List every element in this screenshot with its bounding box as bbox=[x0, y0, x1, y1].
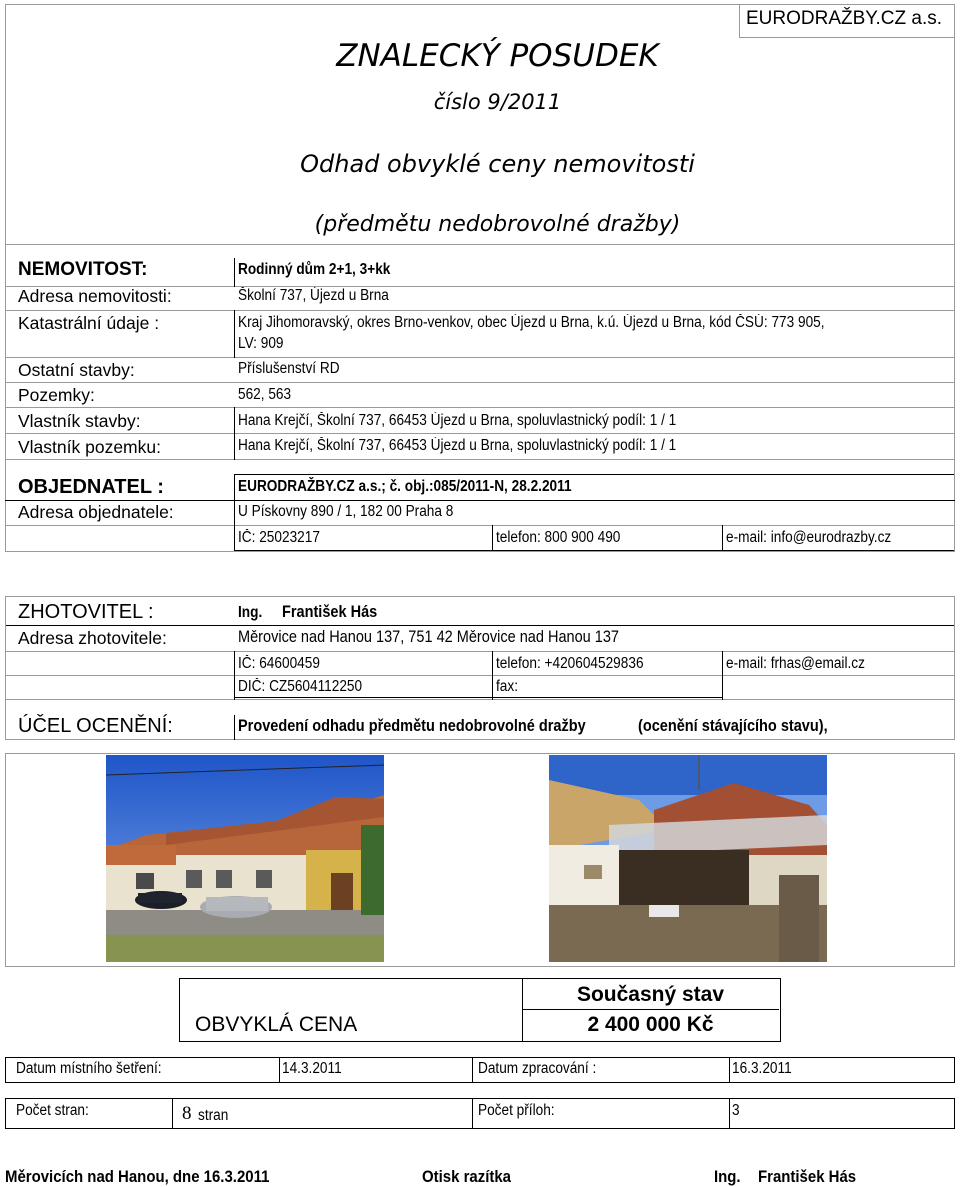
report-subtitle-2: (předmětu nedobrovolné dražby) bbox=[314, 212, 681, 237]
rule bbox=[722, 651, 723, 700]
rule bbox=[5, 525, 955, 526]
report-subtitle: Odhad obvyklé ceny nemovitosti bbox=[300, 150, 695, 178]
rule bbox=[5, 382, 955, 383]
footer-place-date: Měrovicích nad Hanou, dne 16.3.2011 bbox=[5, 1167, 270, 1186]
attachments-count: 3 bbox=[732, 1102, 740, 1119]
contractor-phone: telefon: +420604529836 bbox=[496, 655, 644, 672]
purpose-value: Provedení odhadu předmětu nedobrovolné dražby bbox=[238, 717, 586, 735]
rule bbox=[5, 625, 955, 626]
land-label: Pozemky: bbox=[18, 385, 95, 405]
valuation-state-label: Současný stav bbox=[576, 983, 725, 1006]
land-value: 562, 563 bbox=[238, 386, 292, 403]
rule bbox=[234, 697, 722, 698]
rule bbox=[522, 1009, 779, 1010]
client-email: e-mail: info@eurodrazby.cz bbox=[726, 529, 892, 546]
rule bbox=[234, 715, 235, 740]
pages-count-label: Počet stran: bbox=[16, 1102, 89, 1119]
valuation-label: OBVYKLÁ CENA bbox=[195, 1013, 358, 1036]
rule bbox=[5, 357, 955, 358]
rule bbox=[954, 244, 955, 551]
client-phone: telefon: 800 900 490 bbox=[496, 529, 621, 546]
contractor-dic: DIČ: CZ5604112250 bbox=[238, 678, 363, 695]
contractor-address-label: Adresa zhotovitele: bbox=[18, 628, 167, 648]
rule bbox=[172, 1098, 173, 1128]
rule bbox=[5, 551, 955, 552]
rule bbox=[729, 1057, 730, 1082]
property-value: Rodinný dům 2+1, 3+kk bbox=[238, 261, 391, 278]
inspection-date: 14.3.2011 bbox=[282, 1060, 342, 1077]
rule bbox=[729, 1098, 730, 1128]
contractor-email: e-mail: frhas@email.cz bbox=[726, 655, 865, 672]
property-label: NEMOVITOST: bbox=[18, 259, 148, 280]
purpose-value-2: (ocenění stávajícího stavu), bbox=[638, 717, 828, 735]
rule bbox=[5, 596, 955, 597]
rule bbox=[5, 407, 955, 408]
owner-building-value: Hana Krejčí, Školní 737, 66453 Újezd u Brna, spoluvlastnický podíl: 1 / 1 bbox=[238, 412, 677, 429]
pages-count-unit: stran bbox=[198, 1107, 229, 1124]
pages-count: 8 bbox=[182, 1103, 192, 1124]
rule bbox=[472, 1098, 473, 1128]
rule bbox=[5, 244, 6, 551]
rule bbox=[234, 651, 235, 700]
rule bbox=[5, 651, 955, 652]
purpose-label: ÚČEL OCENĚNÍ: bbox=[18, 715, 173, 737]
other-buildings-value: Příslušenství RD bbox=[238, 360, 340, 377]
rule bbox=[234, 407, 235, 460]
rule bbox=[5, 459, 955, 460]
rule bbox=[5, 244, 955, 245]
rule bbox=[492, 651, 493, 700]
rule bbox=[5, 433, 955, 434]
cadastral-value-2: LV: 909 bbox=[238, 335, 284, 352]
rule bbox=[234, 474, 954, 475]
processed-date-label: Datum zpracování : bbox=[478, 1060, 597, 1077]
cadastral-value: Kraj Jihomoravský, okres Brno-venkov, obec Újezd u Brna, k.ú. Újezd u Brna, kód ČSÚ: 773 905, bbox=[238, 314, 825, 331]
footer-signer: František Hás bbox=[758, 1167, 857, 1186]
valuation-price: 2 400 000 Kč bbox=[587, 1013, 714, 1036]
other-buildings-label: Ostatní stavby: bbox=[18, 360, 135, 380]
property-address-label: Adresa nemovitosti: bbox=[18, 286, 172, 306]
inspection-date-label: Datum místního šetření: bbox=[16, 1060, 162, 1077]
rule bbox=[5, 699, 955, 700]
client-address: U Pískovny 890 / 1, 182 00 Praha 8 bbox=[238, 503, 454, 520]
attachments-count-label: Počet příloh: bbox=[478, 1102, 555, 1119]
owner-land-value: Hana Krejčí, Školní 737, 66453 Újezd u Brna, spoluvlastnický podíl: 1 / 1 bbox=[238, 437, 677, 454]
contractor-ic: IČ: 64600459 bbox=[238, 655, 320, 672]
client-address-label: Adresa objednatele: bbox=[18, 502, 174, 522]
rule bbox=[722, 525, 723, 551]
rule bbox=[472, 1057, 473, 1082]
rule bbox=[234, 258, 235, 287]
cadastral-label: Katastrální údaje : bbox=[18, 313, 160, 333]
rule bbox=[954, 596, 955, 740]
client-label: OBJEDNATEL : bbox=[18, 476, 164, 498]
footer-stamp: Otisk razítka bbox=[422, 1167, 511, 1186]
owner-building-label: Vlastník stavby: bbox=[18, 411, 141, 431]
contractor-fax: fax: bbox=[496, 678, 518, 695]
rule bbox=[234, 310, 235, 358]
rule bbox=[5, 739, 955, 740]
house-front-photo bbox=[106, 755, 384, 962]
rule bbox=[5, 675, 955, 676]
footer-signer-prefix: Ing. bbox=[714, 1167, 741, 1186]
report-number: číslo 9/2011 bbox=[433, 90, 562, 114]
rule bbox=[234, 474, 235, 551]
contractor-prefix: Ing. bbox=[238, 604, 263, 621]
rule bbox=[279, 1057, 280, 1082]
owner-land-label: Vlastník pozemku: bbox=[18, 437, 161, 457]
client-value: EURODRAŽBY.CZ a.s.; č. obj.:085/2011-N, 28.2.2011 bbox=[238, 478, 572, 495]
report-title: ZNALECKÝ POSUDEK bbox=[336, 38, 659, 74]
processed-date: 16.3.2011 bbox=[732, 1060, 792, 1077]
courtyard-photo bbox=[549, 755, 827, 962]
property-address: Školní 737, Újezd u Brna bbox=[238, 287, 389, 304]
rule bbox=[5, 310, 955, 311]
rule bbox=[5, 596, 6, 740]
brand-text: EURODRAŽBY.CZ a.s. bbox=[746, 8, 943, 29]
contractor-label: ZHOTOVITEL : bbox=[18, 601, 154, 623]
client-ic: IČ: 25023217 bbox=[238, 529, 320, 546]
contractor-name: František Hás bbox=[282, 603, 378, 621]
rule bbox=[492, 525, 493, 551]
rule bbox=[5, 500, 955, 501]
contractor-address: Měrovice nad Hanou 137, 751 42 Měrovice nad Hanou 137 bbox=[238, 628, 620, 646]
